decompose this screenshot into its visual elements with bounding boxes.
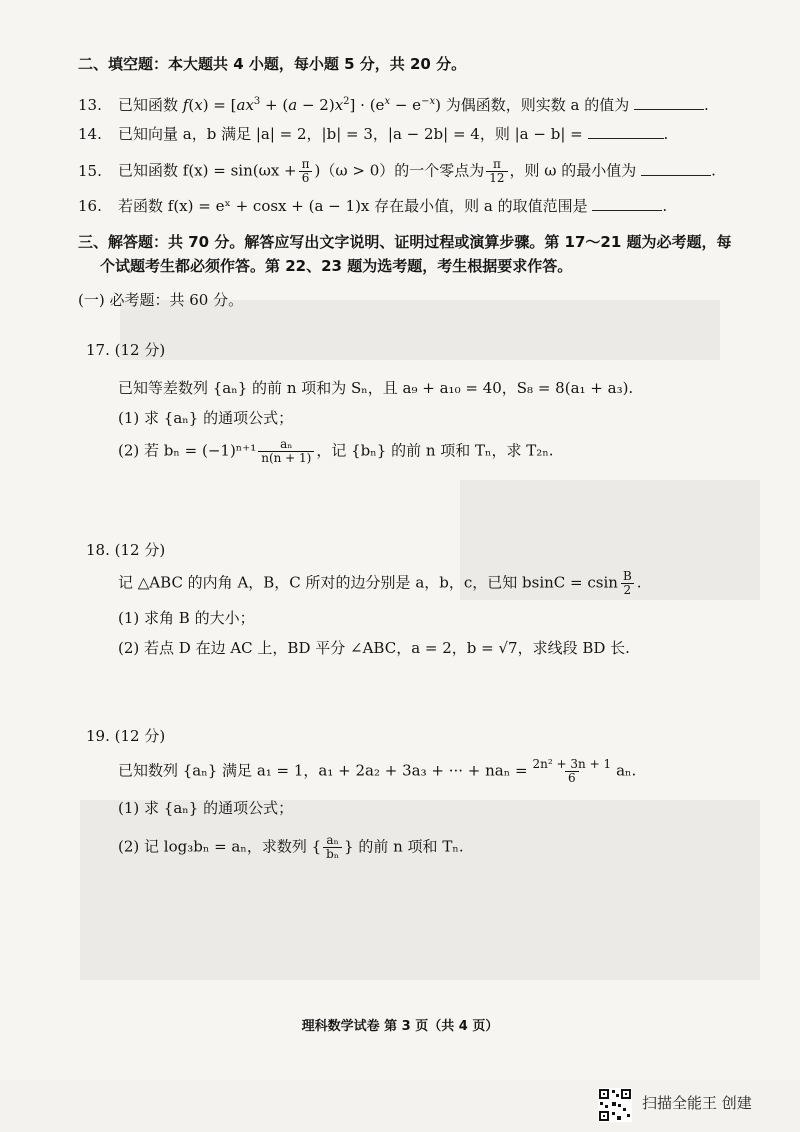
q13-pre: 已知函数	[118, 96, 179, 114]
page-footer: 理科数学试卷 第 3 页（共 4 页）	[301, 1019, 499, 1034]
question-14: 14. 已知向量 a，b 满足 |a| = 2，|b| = 3，|a − 2b| = 4，则 |a − b| = .	[78, 125, 669, 143]
q17-part2-pre: (2) 若 bₙ = (−1)ⁿ⁺¹	[118, 441, 257, 460]
q19-part1: (1) 求 {aₙ} 的通项公式；	[118, 799, 294, 817]
q17-fraction: $\frac{\text{aₙ}}{n(n + 1)}$	[258, 438, 314, 465]
question-13: 13. 已知函数 $f(x) = [ax^3 + (a - 2)x^2] \cdot (e^x - e^{-x})$ 为偶函数，则实数 a 的值为 .	[78, 96, 709, 114]
q13-formula: $f(x) = [ax^3 + (a - 2)x^2] \cdot (e^x - e^{-x})$	[182, 96, 446, 114]
q15-post: ，则 ω 的最小值为	[509, 161, 637, 180]
q13-number: 13.	[78, 96, 102, 114]
q19-fraction: $\frac{\text{2n² + 3n + 1}}{6}$	[532, 757, 612, 785]
q14-text: 已知向量 a，b 满足 |a| = 2，|b| = 3，|a − 2b| = 4，则 |a − b| =	[118, 125, 583, 143]
q16-text: 若函数 f(x) = eˣ + cosx + (a − 1)x 存在最小值，则 a 的取值范围是	[118, 197, 588, 215]
q18-stem-pre: 记 △ABC 的内角 A，B，C 所对的边分别是 a，b，c，已知 bsinC = csin	[118, 573, 618, 592]
q17-stem: 已知等差数列 {aₙ} 的前 n 项和为 Sₙ，且 a₉ + a₁₀ = 40，S₈ = 8(a₁ + a₃).	[118, 379, 634, 397]
q19-part2	[118, 834, 464, 861]
q15-fraction-pi-6: $\frac{\pi}{6}$	[299, 158, 313, 185]
q18-part1: (1) 求角 B 的大小；	[118, 609, 255, 627]
required-part-header: (一) 必考题：共 60 分。	[78, 291, 244, 309]
q16-number: 16.	[78, 197, 102, 215]
q15-mid: )（ω > 0）的一个零点为	[314, 161, 485, 180]
q18-title: 18. (12 分)	[86, 541, 166, 559]
q17-part2	[118, 438, 554, 465]
scan-noise	[80, 800, 760, 980]
q15-number: 15.	[78, 161, 102, 180]
q19-part2-post: } 的前 n 项和 Tₙ.	[344, 837, 464, 856]
q16-answer-blank	[592, 196, 662, 211]
q17-part1: (1) 求 {aₙ} 的通项公式；	[118, 409, 294, 427]
section3-header-line1: 三、解答题：共 70 分。解答应写出文字说明、证明过程或演算步骤。第 17～21 题为必考题，每	[78, 233, 732, 251]
q18-stem-post: .	[636, 573, 642, 592]
q19-part2-pre: (2) 记 log₃bₙ = aₙ，求数列 {	[118, 837, 322, 856]
q13-post: 为偶函数，则实数 a 的值为	[445, 96, 630, 114]
q14-answer-blank	[588, 124, 664, 139]
question-15: 15. 已知函数 f(x) = sin(ωx + $\frac{\pi}{6}$ )（ω > 0）的一个零点为 $\frac{\pi}{12}$ ，则 ω 的最小值为 .	[78, 157, 716, 185]
q18-fraction: $\frac{B}{2}$	[620, 570, 635, 597]
q19-stem	[118, 758, 636, 785]
q15-answer-blank	[641, 161, 711, 176]
q13-answer-blank	[634, 95, 704, 110]
section2-header: 二、填空题：本大题共 4 小题，每小题 5 分，共 20 分。	[78, 55, 467, 73]
q18-stem	[118, 570, 642, 597]
q19-title: 19. (12 分)	[86, 727, 166, 745]
qr-code-icon	[598, 1088, 632, 1122]
q19-stem-pre: 已知数列 {aₙ} 满足 a₁ = 1，a₁ + 2a₂ + 3a₃ + ··· + naₙ =	[118, 761, 528, 780]
q19-fraction-an-bn: $\frac{\text{aₙ}}{\text{bₙ}}$	[323, 834, 342, 861]
q18-part2: (2) 若点 D 在边 AC 上，BD 平分 ∠ABC，a = 2，b = √7，求线段 BD 长.	[118, 639, 630, 657]
question-16: 16. 若函数 f(x) = eˣ + cosx + (a − 1)x 存在最小值，则 a 的取值范围是 .	[78, 197, 668, 215]
q15-pre: 已知函数 f(x) = sin(ωx +	[118, 161, 297, 180]
q19-stem-post: aₙ.	[616, 761, 637, 780]
scanner-brand: 扫描全能王 创建	[642, 1094, 752, 1112]
section3-header-line2: 个试题考生都必须作答。第 22、23 题为选考题，考生根据要求作答。	[100, 257, 573, 275]
q17-part2-post: ，记 {bₙ} 的前 n 项和 Tₙ，求 T₂ₙ.	[316, 441, 554, 460]
q14-number: 14.	[78, 125, 102, 143]
q17-title: 17. (12 分)	[86, 341, 166, 359]
q15-fraction-pi-12: $\frac{\pi}{12}$	[486, 158, 507, 185]
